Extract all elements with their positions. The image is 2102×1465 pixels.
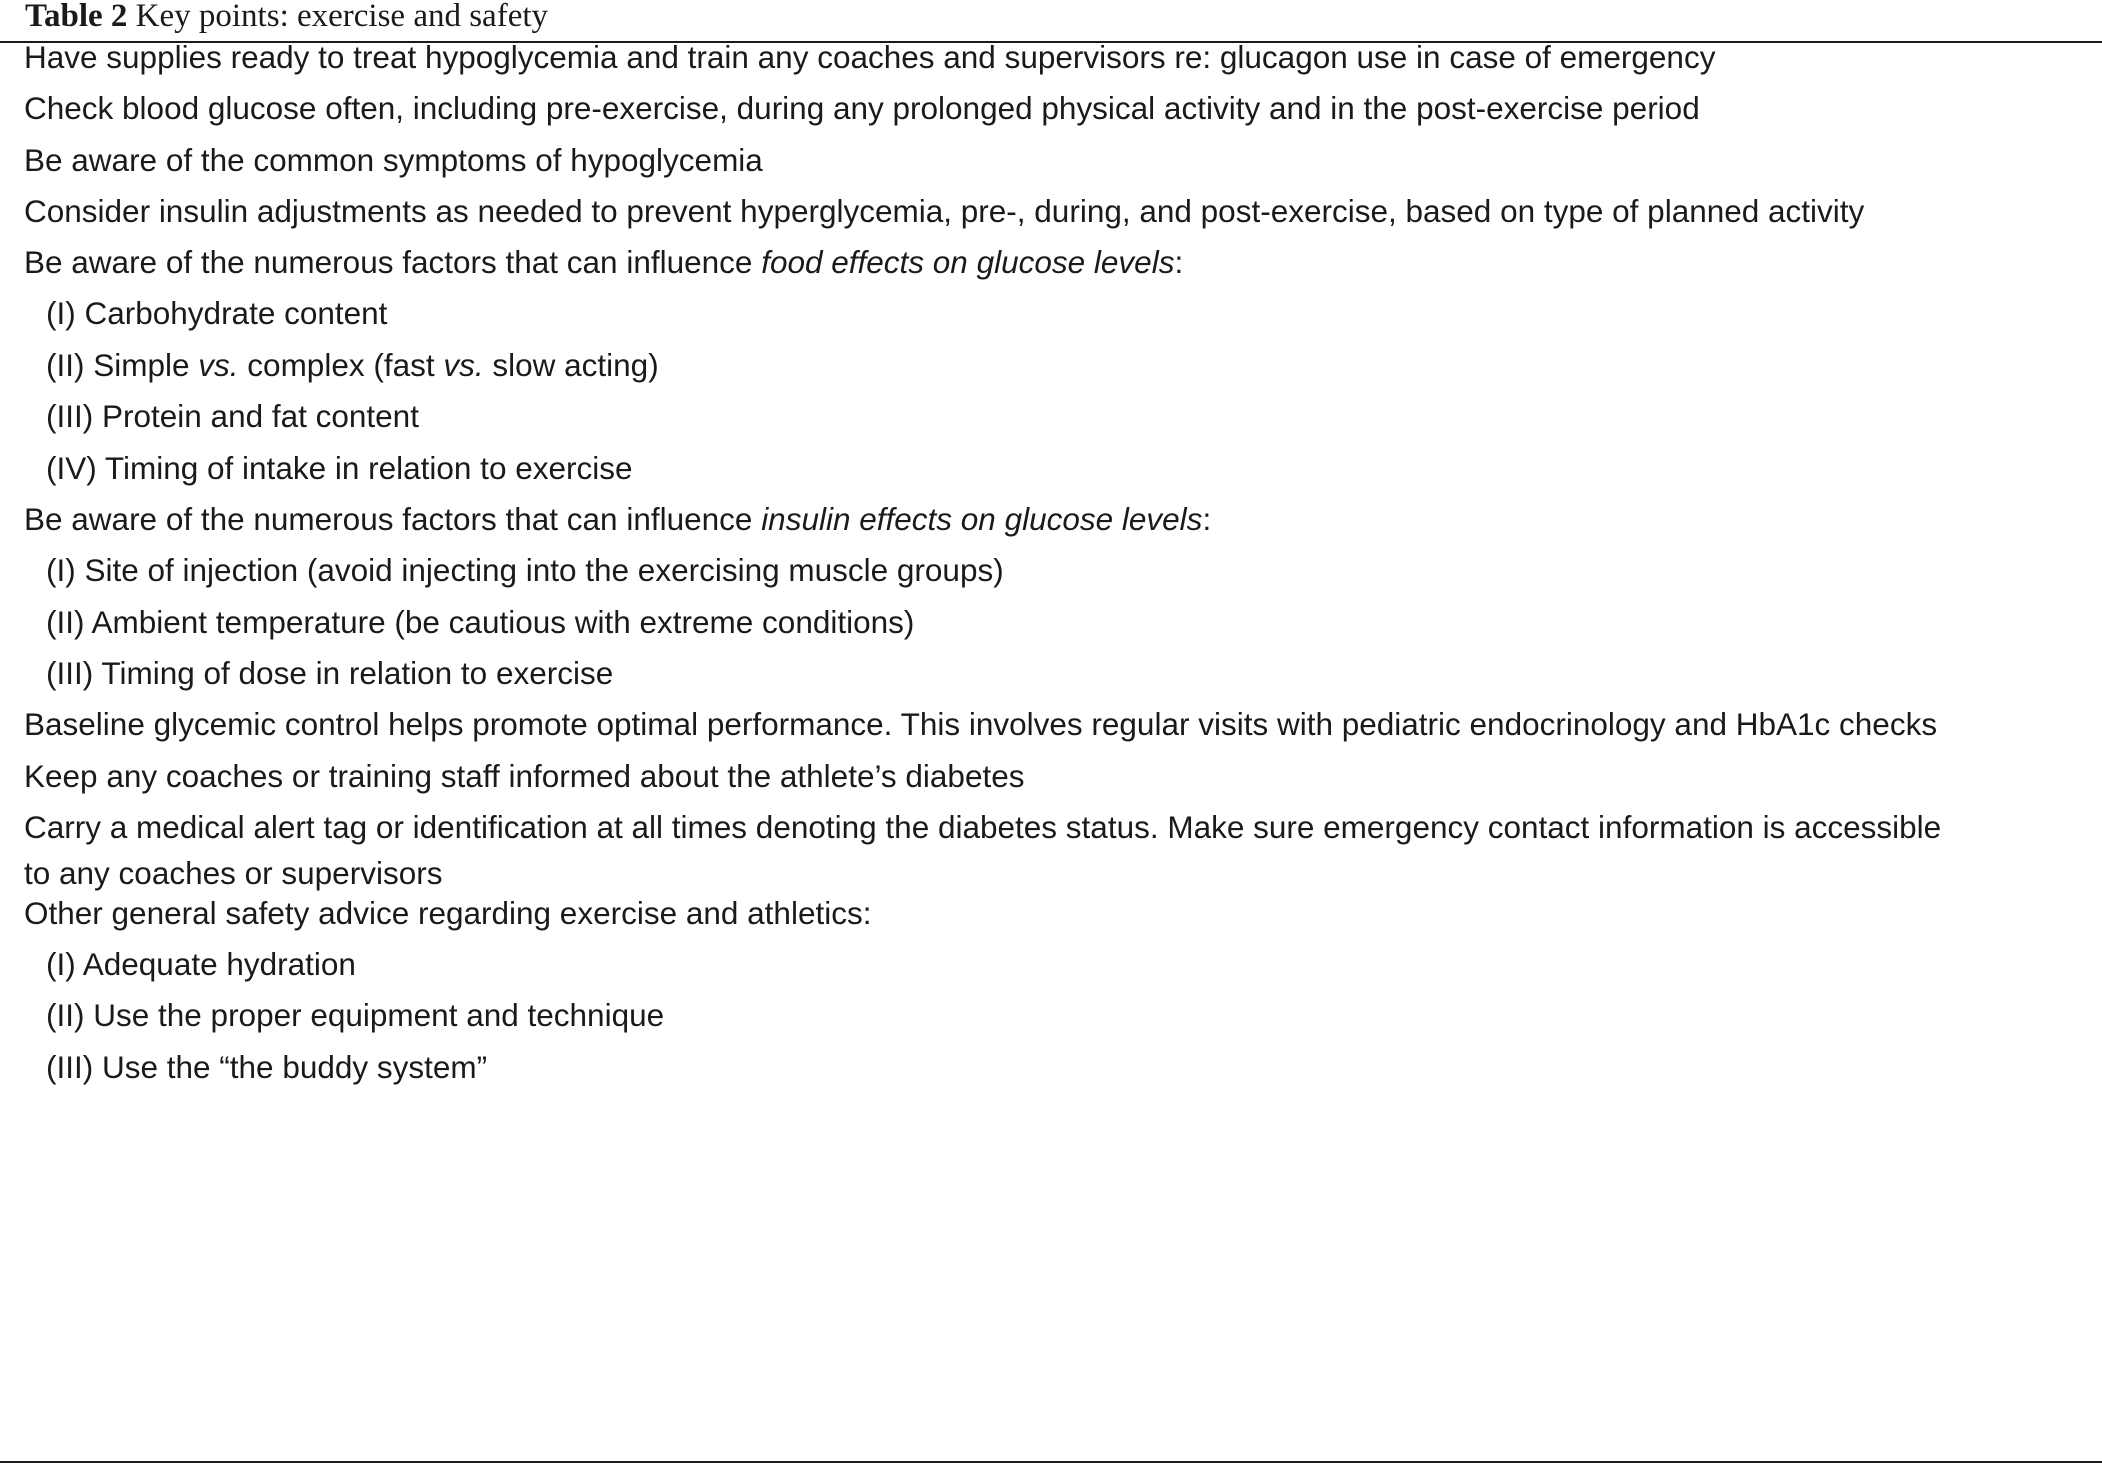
row-text: Be aware of the numerous factors that can influence bbox=[24, 244, 762, 280]
row-text: Have supplies ready to treat hypoglycemia and train any coaches and supervisors re: glucagon use in case of emergency bbox=[24, 39, 1716, 75]
table-row bbox=[46, 547, 2102, 593]
table-bottom-rule bbox=[0, 1461, 2102, 1463]
row-text: slow acting) bbox=[483, 347, 659, 383]
table-row bbox=[46, 1044, 2102, 1090]
table-row bbox=[24, 496, 2084, 542]
table-row bbox=[46, 342, 2102, 388]
row-text: Be aware of the numerous factors that can influence bbox=[24, 501, 762, 537]
table-row bbox=[24, 188, 2084, 234]
table-row bbox=[46, 992, 2102, 1038]
table-row bbox=[24, 753, 2084, 799]
row-text: (I) Adequate hydration bbox=[46, 946, 356, 982]
row-text: Consider insulin adjustments as needed to prevent hyperglycemia, pre-, during, and post-exercise, based on type of planned activity bbox=[24, 193, 1865, 229]
table-row bbox=[46, 393, 2102, 439]
row-text: Keep any coaches or training staff informed about the athlete’s diabetes bbox=[24, 758, 1025, 794]
row-text: (III) Use the “the buddy system” bbox=[46, 1049, 488, 1085]
table-row bbox=[46, 445, 2102, 491]
table-row bbox=[24, 34, 2084, 80]
table-row bbox=[24, 239, 2084, 285]
table-label: Table 2 bbox=[25, 0, 128, 34]
row-emphasis: food effects on glucose levels bbox=[761, 244, 1175, 280]
table-row bbox=[24, 890, 2084, 936]
row-text: (II) Simple bbox=[46, 347, 199, 383]
table-row bbox=[24, 137, 2084, 183]
row-text: Check blood glucose often, including pre-exercise, during any prolonged physical activity and in the post-exercise period bbox=[24, 90, 1700, 126]
table-row bbox=[24, 701, 2084, 747]
row-emphasis: insulin effects on glucose levels bbox=[761, 501, 1203, 537]
row-text: (I) Carbohydrate content bbox=[46, 295, 388, 331]
row-suffix: : bbox=[1202, 501, 1212, 537]
table-row bbox=[24, 804, 2084, 896]
row-text: (I) Site of injection (avoid injecting into the exercising muscle groups) bbox=[46, 552, 1004, 588]
row-text: (IV) Timing of intake in relation to exercise bbox=[46, 450, 633, 486]
table-row bbox=[46, 650, 2102, 696]
table-title: Key points: exercise and safety bbox=[135, 0, 549, 34]
row-text-line: to any coaches or supervisors bbox=[24, 855, 443, 891]
row-text: Be aware of the common symptoms of hypoglycemia bbox=[24, 142, 763, 178]
row-emphasis: vs. bbox=[198, 347, 239, 383]
row-text: Baseline glycemic control helps promote optimal performance. This involves regular visits with pediatric endocrinology and HbA1c checks bbox=[24, 706, 1938, 742]
table-row bbox=[46, 290, 2102, 336]
row-suffix: : bbox=[1174, 244, 1184, 280]
row-text: (II) Use the proper equipment and technique bbox=[46, 997, 665, 1033]
row-text: (II) Ambient temperature (be cautious with extreme conditions) bbox=[46, 604, 915, 640]
row-text: Other general safety advice regarding exercise and athletics: bbox=[24, 895, 872, 931]
row-text-line: Carry a medical alert tag or identification at all times denoting the diabetes status. Make sure emergency contact information is accessible bbox=[24, 809, 1942, 845]
row-text: (III) Protein and fat content bbox=[46, 398, 419, 434]
row-text: (III) Timing of dose in relation to exercise bbox=[46, 655, 614, 691]
table-row bbox=[46, 941, 2102, 987]
row-text: complex (fast bbox=[238, 347, 444, 383]
table-row bbox=[24, 85, 2084, 131]
table-row bbox=[46, 599, 2102, 645]
row-emphasis: vs. bbox=[443, 347, 484, 383]
